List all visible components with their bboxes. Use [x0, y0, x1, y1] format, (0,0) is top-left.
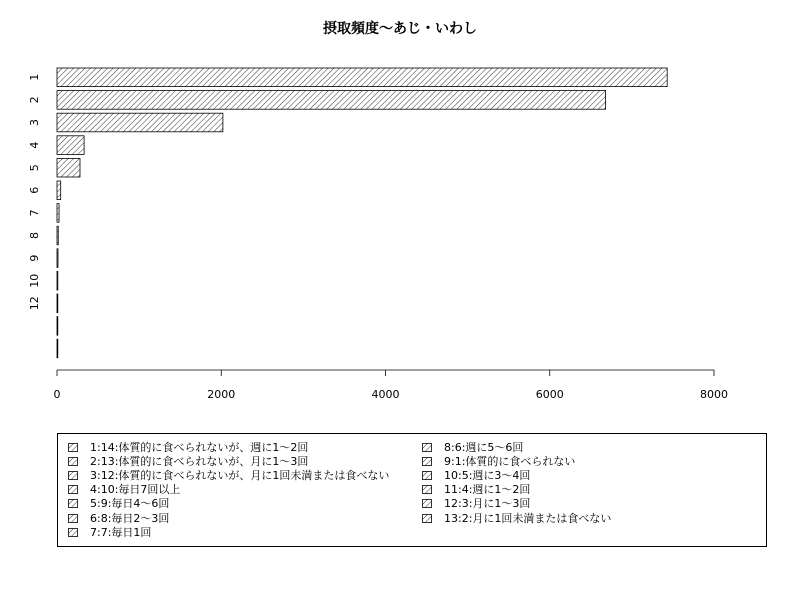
bar-5 — [57, 158, 80, 177]
y-tick-label: 9 — [28, 254, 41, 262]
y-tick-label: 10 — [28, 273, 41, 288]
legend-swatch — [422, 499, 432, 508]
bar-13 — [57, 317, 58, 336]
x-tick-label: 0 — [53, 388, 61, 401]
legend-swatch — [422, 443, 432, 452]
bar-12 — [57, 294, 58, 313]
legend-swatch — [68, 485, 78, 494]
x-tick-label: 6000 — [535, 388, 564, 401]
x-tick-label: 8000 — [700, 388, 728, 401]
legend-swatch — [422, 457, 432, 466]
legend-label: 1:14:体質的に食べられないが、週に1〜2回 — [90, 441, 309, 454]
legend-label: 7:7:毎日1回 — [90, 525, 152, 539]
legend — [57, 433, 767, 547]
bar-10 — [57, 271, 58, 290]
legend-swatch — [68, 457, 78, 466]
legend-swatch — [68, 514, 78, 523]
y-tick-label: 5 — [28, 164, 41, 172]
legend-swatch — [422, 485, 432, 494]
bar-7 — [57, 204, 59, 223]
y-tick-label: 6 — [28, 186, 41, 194]
legend-label: 9:1:体質的に食べられない — [444, 455, 576, 469]
bar-8 — [57, 226, 58, 245]
legend-swatch — [422, 514, 432, 523]
y-tick-label: 1 — [28, 73, 41, 81]
legend-label: 13:2:月に1回未満または食べない — [444, 511, 612, 525]
y-tick-label: 7 — [28, 209, 41, 217]
legend-label: 8:6:週に5〜6回 — [444, 441, 524, 454]
legend-label: 12:3:月に1〜3回 — [444, 497, 531, 511]
legend-swatch — [68, 471, 78, 480]
legend-label: 2:13:体質的に食べられないが、月に1〜3回 — [90, 455, 309, 469]
legend-label: 10:5:週に3〜4回 — [444, 469, 531, 483]
legend-label: 3:12:体質的に食べられないが、月に1回未満または食べない — [90, 469, 390, 483]
y-tick-label: 3 — [28, 119, 41, 126]
x-tick-label: 2000 — [207, 388, 236, 401]
legend-swatch — [68, 528, 78, 537]
legend-label: 5:9:毎日4〜6回 — [90, 497, 170, 511]
legend-label: 6:8:毎日2〜3回 — [90, 511, 170, 525]
legend-label: 11:4:週に1〜2回 — [444, 483, 531, 497]
legend-swatch — [68, 499, 78, 508]
bar-1 — [57, 68, 667, 87]
bar-3 — [57, 113, 223, 132]
bar-9 — [57, 249, 58, 268]
bar-2 — [57, 91, 606, 110]
y-tick-label: 8 — [28, 232, 41, 239]
y-tick-label: 2 — [28, 96, 41, 104]
bar-4 — [57, 136, 84, 155]
legend-label: 4:10:毎日7回以上 — [90, 483, 181, 497]
bar-14 — [57, 339, 58, 358]
y-tick-label: 12 — [28, 296, 41, 311]
legend-swatch — [68, 443, 78, 452]
x-tick-label: 4000 — [371, 388, 400, 401]
legend-swatch — [422, 471, 432, 480]
y-tick-label: 4 — [28, 141, 41, 149]
bar-6 — [57, 181, 61, 200]
chart-title: 摂取頻度〜あじ・いわし — [323, 21, 477, 37]
